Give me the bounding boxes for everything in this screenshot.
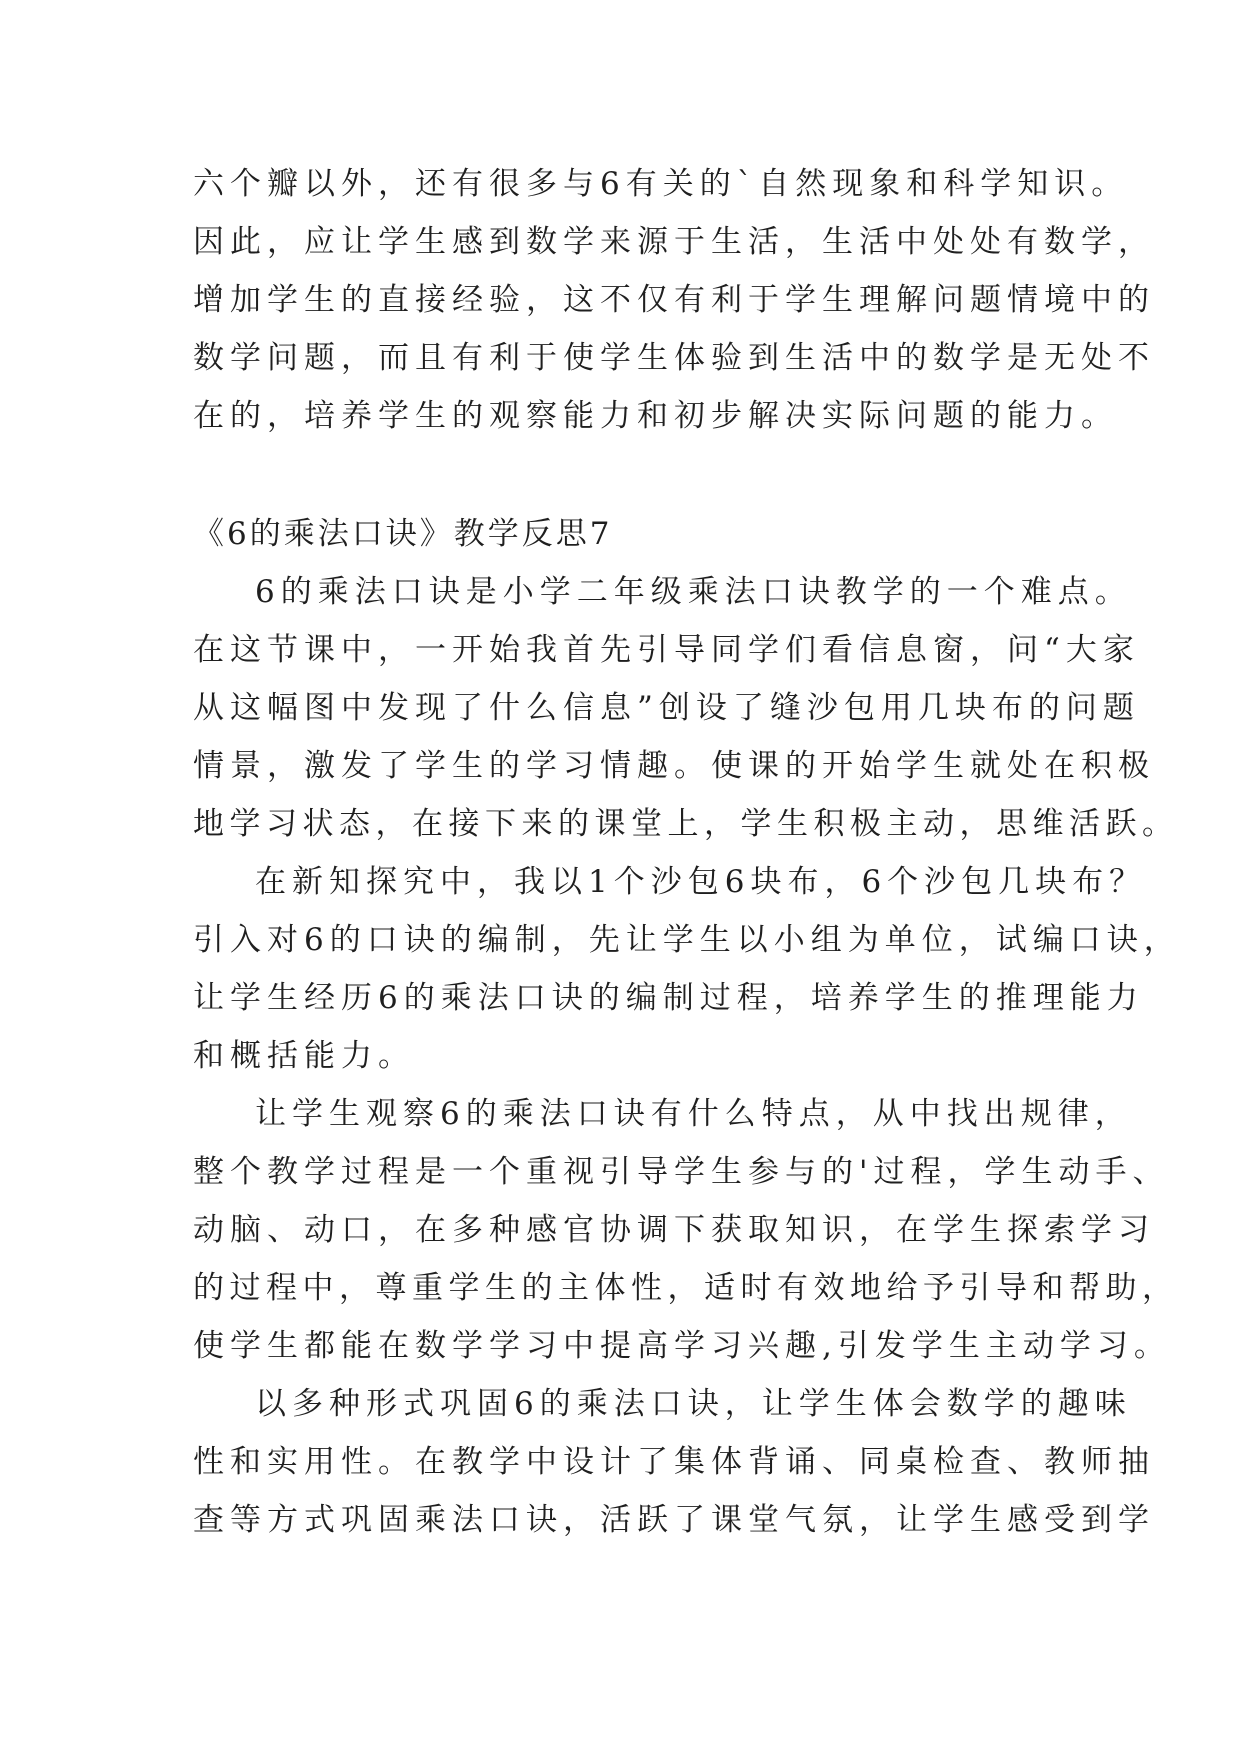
text-line: 6的乘法口诀是小学二年级乘法口诀教学的一个难点。	[255, 574, 1132, 610]
text-line: 让学生观察6的乘法口诀有什么特点，从中找出规律，	[255, 1096, 1132, 1132]
text-line: 从这幅图中发现了什么信息”创设了缝沙包用几块布的问题	[193, 690, 1140, 726]
text-line: 六个瓣以外，还有很多与6有关的`自然现象和科学知识。	[193, 166, 1129, 202]
text-line: 和概括能力。	[193, 1038, 415, 1074]
text-line: 引入对6的口诀的编制，先让学生以小组为单位，试编口诀，	[193, 922, 1181, 958]
text-line: 动脑、动口，在多种感官协调下获取知识，在学生探索学习	[193, 1212, 1155, 1248]
text-line: 让学生经历6的乘法口诀的编制过程，培养学生的推理能力	[193, 980, 1144, 1016]
text-line: 在这节课中，一开始我首先引导同学们看信息窗，问“大家	[193, 632, 1140, 668]
text-line: 在的，培养学生的观察能力和初步解决实际问题的能力。	[193, 398, 1118, 434]
text-line: 性和实用性。在教学中设计了集体背诵、同桌检查、教师抽	[193, 1444, 1155, 1480]
text-line: 因此，应让学生感到数学来源于生活，生活中处处有数学，	[193, 224, 1155, 260]
text-line: 的过程中，尊重学生的主体性，适时有效地给予引导和帮助，	[193, 1270, 1179, 1306]
text-line: 情景，激发了学生的学习情趣。使课的开始学生就处在积极	[193, 748, 1155, 784]
text-line: 在新知探究中，我以1个沙包6块布，6个沙包几块布？	[255, 864, 1147, 900]
text-line: 数学问题，而且有利于使学生体验到生活中的数学是无处不	[193, 340, 1155, 376]
text-line: 地学习状态，在接下来的课堂上，学生积极主动，思维活跃。	[193, 806, 1179, 842]
text-line: 查等方式巩固乘法口诀，活跃了课堂气氛，让学生感受到学	[193, 1502, 1155, 1538]
text-line: 使学生都能在数学学习中提高学习兴趣,引发学生主动学习。	[193, 1328, 1171, 1364]
text-line: 增加学生的直接经验，这不仅有利于学生理解问题情境中的	[193, 282, 1155, 318]
text-line: 以多种形式巩固6的乘法口诀，让学生体会数学的趣味	[255, 1386, 1132, 1422]
text-line: 整个教学过程是一个重视引导学生参与的'过程，学生动手、	[193, 1154, 1170, 1190]
section-heading: 《6的乘法口诀》教学反思7	[193, 516, 613, 552]
